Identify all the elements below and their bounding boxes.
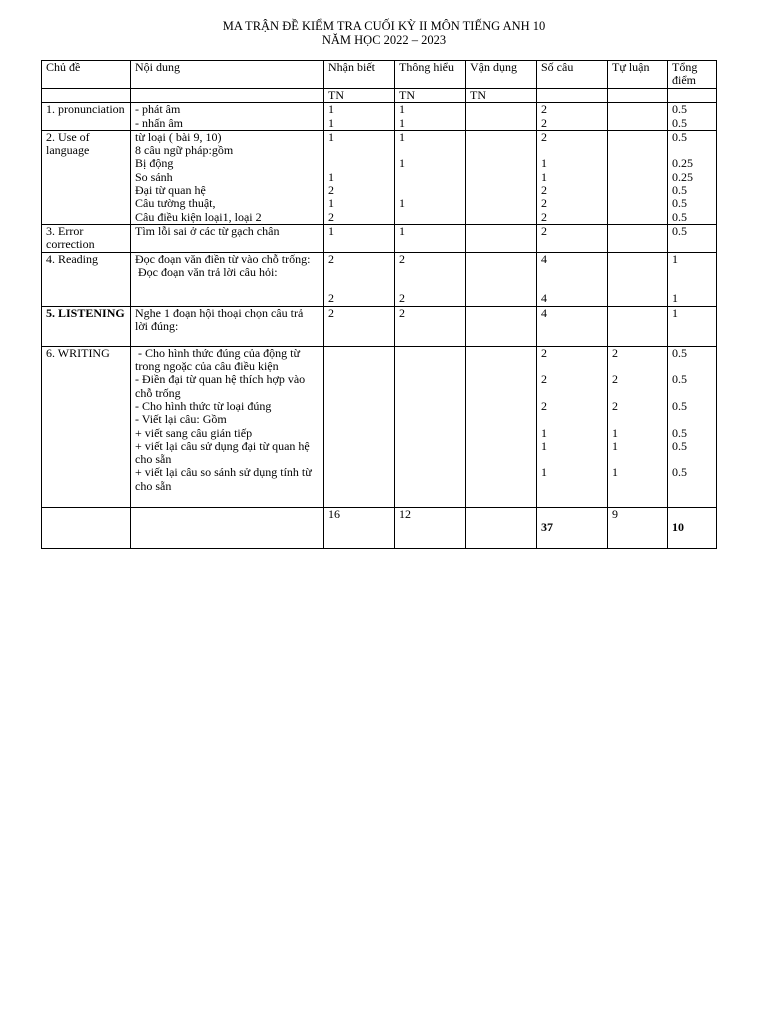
essay-value bbox=[612, 387, 663, 400]
question-count-value: 2 bbox=[541, 346, 547, 360]
topic-cell bbox=[42, 346, 131, 507]
recognition-value: 2 bbox=[328, 252, 334, 266]
topic-cell bbox=[42, 130, 131, 224]
application-cell bbox=[466, 346, 537, 507]
recognition-value bbox=[328, 266, 390, 279]
totals-content-empty bbox=[131, 507, 324, 548]
total-points-value bbox=[672, 279, 712, 292]
topic-label: 5. LISTENING bbox=[46, 306, 125, 320]
understanding-cell bbox=[395, 346, 466, 507]
understanding-value: 1 bbox=[399, 196, 405, 211]
topic-label: 1. pronunciation bbox=[46, 102, 125, 117]
content-cell bbox=[131, 130, 324, 224]
recognition-value: 2 bbox=[328, 306, 334, 320]
content-line: Câu tường thuật, bbox=[135, 196, 216, 211]
totals-total-points-cell bbox=[668, 507, 717, 548]
understanding-value: 1 bbox=[399, 156, 405, 171]
topic-label: 3. Error correction bbox=[46, 224, 95, 252]
total-points-value: 0.5 bbox=[672, 398, 687, 413]
essay-value bbox=[612, 360, 663, 373]
total-points-value: 0.5 bbox=[672, 115, 687, 130]
understanding-value bbox=[399, 144, 461, 157]
totals-understanding-cell bbox=[395, 507, 466, 548]
recognition-value: 2 bbox=[328, 209, 334, 224]
understanding-value: 1 bbox=[399, 130, 405, 144]
content-line: Câu điều kiện loại1, loại 2 bbox=[135, 209, 262, 224]
question-count-value bbox=[541, 453, 603, 466]
question-count-cell bbox=[537, 224, 608, 252]
essay-value: 2 bbox=[612, 398, 618, 413]
question-count-value: 4 bbox=[541, 252, 547, 266]
total-points-value bbox=[672, 360, 712, 373]
application-cell bbox=[466, 103, 537, 131]
recognition-value: 1 bbox=[328, 196, 334, 211]
header-recognition: Nhận biết bbox=[324, 61, 395, 89]
content-line: Đọc đoạn văn điền từ vào chỗ trống: bbox=[135, 252, 311, 266]
title-line-1: MA TRẬN ĐỀ KIỂM TRA CUỐI KỲ II MÔN TIẾNG ANH 10 bbox=[222, 19, 546, 33]
totals-recognition: 16 bbox=[328, 507, 340, 521]
row-use-of-language bbox=[42, 130, 717, 224]
content-line: - Cho hình thức đúng của động từ trong ngoặc của câu điều kiện bbox=[135, 346, 303, 374]
recognition-value: 1 bbox=[328, 102, 334, 117]
essay-cell bbox=[608, 224, 668, 252]
application-cell bbox=[466, 224, 537, 252]
question-count-value bbox=[541, 144, 603, 157]
content-line: + viết sang câu gián tiếp bbox=[135, 425, 253, 440]
content-line: + viết lại câu so sánh sử dụng tính từ cho sẵn bbox=[135, 465, 312, 493]
subheader-understanding: TN bbox=[395, 89, 466, 103]
total-points-value: 0.5 bbox=[672, 346, 687, 360]
understanding-value bbox=[399, 171, 461, 184]
recognition-value bbox=[328, 157, 390, 170]
total-points-cell bbox=[668, 306, 717, 346]
essay-value: 2 bbox=[612, 346, 618, 360]
content-line: Đọc đoạn văn trả lời câu hỏi: bbox=[135, 264, 278, 279]
total-points-cell bbox=[668, 224, 717, 252]
recognition-value: 2 bbox=[328, 291, 334, 306]
question-count-value bbox=[541, 413, 603, 426]
content-line: Tìm lỗi sai ở các từ gạch chân bbox=[135, 224, 280, 238]
content-line: Nghe 1 đoạn hội thoại chọn câu trả lời đúng: bbox=[135, 306, 304, 334]
header-total-points: Tổng điểm bbox=[668, 61, 717, 89]
question-count-value: 2 bbox=[541, 398, 547, 413]
understanding-value bbox=[399, 184, 461, 197]
totals-question-count-cell bbox=[537, 507, 608, 548]
recognition-cell bbox=[324, 346, 395, 507]
understanding-value bbox=[399, 279, 461, 292]
essay-value bbox=[612, 453, 663, 466]
understanding-cell bbox=[395, 224, 466, 252]
recognition-value bbox=[328, 144, 390, 157]
total-points-value: 0.5 bbox=[672, 438, 687, 453]
understanding-cell bbox=[395, 130, 466, 224]
total-points-value: 0.5 bbox=[672, 102, 687, 117]
totals-essay: 9 bbox=[612, 507, 618, 521]
question-count-value: 2 bbox=[541, 183, 547, 198]
content-line: + viết lại câu sử dụng đại từ quan hệ cho sẵn bbox=[135, 438, 310, 467]
essay-cell bbox=[608, 103, 668, 131]
topic-label: 6. WRITING bbox=[46, 346, 110, 360]
total-points-value: 0.25 bbox=[672, 156, 693, 171]
exam-matrix-table bbox=[41, 60, 717, 549]
understanding-value: 2 bbox=[399, 306, 405, 320]
total-points-value: 0.5 bbox=[672, 224, 687, 238]
question-count-value: 2 bbox=[541, 224, 547, 238]
understanding-value: 1 bbox=[399, 115, 405, 130]
topic-cell bbox=[42, 252, 131, 306]
content-line: 8 câu ngữ pháp:gồm bbox=[135, 143, 234, 158]
question-count-cell bbox=[537, 346, 608, 507]
question-count-value: 2 bbox=[541, 372, 547, 387]
question-count-value: 1 bbox=[541, 169, 547, 184]
total-points-value bbox=[672, 144, 712, 157]
subheader-application: TN bbox=[466, 89, 537, 103]
recognition-cell bbox=[324, 224, 395, 252]
totals-recognition-cell bbox=[324, 507, 395, 548]
understanding-cell bbox=[395, 306, 466, 346]
understanding-value: 2 bbox=[399, 291, 405, 306]
content-cell bbox=[131, 224, 324, 252]
document-title bbox=[0, 19, 768, 47]
total-points-cell bbox=[668, 346, 717, 507]
content-line: - nhấn âm bbox=[135, 115, 183, 130]
subheader-total-points-empty bbox=[668, 89, 717, 103]
content-line: từ loại ( bài 9, 10) bbox=[135, 130, 222, 144]
total-points-value: 0.5 bbox=[672, 209, 687, 224]
header-application: Vận dụng bbox=[466, 61, 537, 89]
recognition-value: 2 bbox=[328, 183, 334, 198]
total-points-value: 1 bbox=[672, 306, 678, 320]
understanding-cell bbox=[395, 103, 466, 131]
totals-question-count: 37 bbox=[541, 520, 553, 535]
essay-cell bbox=[608, 346, 668, 507]
question-count-value bbox=[541, 387, 603, 400]
understanding-value bbox=[399, 266, 461, 279]
essay-cell bbox=[608, 130, 668, 224]
header-understanding: Thông hiểu bbox=[395, 61, 466, 89]
topic-label: 4. Reading bbox=[46, 252, 98, 266]
understanding-cell bbox=[395, 252, 466, 306]
question-count-value: 1 bbox=[541, 465, 547, 480]
question-count-value: 2 bbox=[541, 115, 547, 130]
application-cell bbox=[466, 252, 537, 306]
header-question-count: Số câu bbox=[537, 61, 608, 89]
total-points-value bbox=[672, 266, 712, 279]
totals-topic-empty bbox=[42, 507, 131, 548]
recognition-value bbox=[328, 279, 390, 292]
total-points-value: 1 bbox=[672, 252, 678, 266]
totals-application-empty bbox=[466, 507, 537, 548]
question-count-value bbox=[541, 266, 603, 279]
question-count-value: 2 bbox=[541, 196, 547, 211]
question-count-cell bbox=[537, 130, 608, 224]
row-totals bbox=[42, 507, 717, 548]
recognition-value: 1 bbox=[328, 169, 334, 184]
totals-understanding: 12 bbox=[399, 507, 411, 521]
topic-cell bbox=[42, 306, 131, 346]
essay-value: 1 bbox=[612, 425, 618, 440]
row-writing bbox=[42, 346, 717, 507]
total-points-value: 1 bbox=[672, 291, 678, 306]
understanding-value: 1 bbox=[399, 102, 405, 117]
essay-value bbox=[612, 413, 663, 426]
content-line: - Viết lại câu: Gồm bbox=[135, 412, 227, 427]
subheader-essay-empty bbox=[608, 89, 668, 103]
recognition-value: 1 bbox=[328, 130, 334, 144]
question-count-value: 2 bbox=[541, 102, 547, 117]
recognition-cell bbox=[324, 306, 395, 346]
content-line: - Cho hình thức từ loại đúng bbox=[135, 398, 272, 413]
subheader-content-empty bbox=[131, 89, 324, 103]
total-points-cell bbox=[668, 130, 717, 224]
essay-value: 1 bbox=[612, 465, 618, 480]
question-count-cell bbox=[537, 306, 608, 346]
subheader-question-count-empty bbox=[537, 89, 608, 103]
total-points-value: 0.5 bbox=[672, 425, 687, 440]
essay-value: 2 bbox=[612, 372, 618, 387]
question-count-cell bbox=[537, 252, 608, 306]
row-listening bbox=[42, 306, 717, 346]
total-points-value: 0.5 bbox=[672, 465, 687, 480]
header-row bbox=[42, 61, 717, 89]
totals-essay-cell bbox=[608, 507, 668, 548]
recognition-cell bbox=[324, 103, 395, 131]
application-cell bbox=[466, 130, 537, 224]
understanding-value: 1 bbox=[399, 224, 405, 238]
totals-total-points: 10 bbox=[672, 520, 684, 535]
subheader-topic-empty bbox=[42, 89, 131, 103]
content-cell bbox=[131, 252, 324, 306]
header-topic: Chủ đề bbox=[42, 61, 131, 89]
application-cell bbox=[466, 306, 537, 346]
question-count-cell bbox=[537, 103, 608, 131]
row-reading bbox=[42, 252, 717, 306]
header-essay: Tự luận bbox=[608, 61, 668, 89]
total-points-value: 0.25 bbox=[672, 169, 693, 184]
topic-cell bbox=[42, 103, 131, 131]
content-cell bbox=[131, 306, 324, 346]
total-points-cell bbox=[668, 103, 717, 131]
question-count-value: 4 bbox=[541, 306, 547, 320]
content-cell bbox=[131, 346, 324, 507]
total-points-value bbox=[672, 387, 712, 400]
question-count-value: 1 bbox=[541, 156, 547, 171]
content-line: So sánh bbox=[135, 169, 173, 184]
understanding-value: 2 bbox=[399, 252, 405, 266]
content-line: Bị động bbox=[135, 156, 174, 171]
question-count-value: 1 bbox=[541, 425, 547, 440]
topic-cell bbox=[42, 224, 131, 252]
subheader-row bbox=[42, 89, 717, 103]
content-line: - Điền đại từ quan hệ thích hợp vào chỗ trống bbox=[135, 372, 306, 400]
content-line: - phát âm bbox=[135, 102, 181, 117]
question-count-value bbox=[541, 360, 603, 373]
essay-cell bbox=[608, 306, 668, 346]
row-pronunciation bbox=[42, 103, 717, 131]
question-count-value: 1 bbox=[541, 438, 547, 453]
total-points-value: 0.5 bbox=[672, 196, 687, 211]
row-error-correction bbox=[42, 224, 717, 252]
content-cell bbox=[131, 103, 324, 131]
total-points-value bbox=[672, 453, 712, 466]
recognition-value: 1 bbox=[328, 224, 334, 238]
total-points-value: 0.5 bbox=[672, 183, 687, 198]
total-points-value: 0.5 bbox=[672, 372, 687, 387]
question-count-value: 2 bbox=[541, 130, 547, 144]
question-count-value bbox=[541, 279, 603, 292]
topic-label: 2. Use of language bbox=[46, 130, 90, 158]
question-count-value: 2 bbox=[541, 209, 547, 224]
header-content: Nội dung bbox=[131, 61, 324, 89]
question-count-value: 4 bbox=[541, 291, 547, 306]
total-points-value: 0.5 bbox=[672, 130, 687, 144]
recognition-cell bbox=[324, 130, 395, 224]
recognition-cell bbox=[324, 252, 395, 306]
subheader-recognition: TN bbox=[324, 89, 395, 103]
essay-value: 1 bbox=[612, 438, 618, 453]
title-line-2: NĂM HỌC 2022 – 2023 bbox=[321, 33, 447, 47]
essay-cell bbox=[608, 252, 668, 306]
recognition-value: 1 bbox=[328, 115, 334, 130]
content-line: Đại từ quan hệ bbox=[135, 183, 206, 198]
total-points-cell bbox=[668, 252, 717, 306]
total-points-value bbox=[672, 413, 712, 426]
